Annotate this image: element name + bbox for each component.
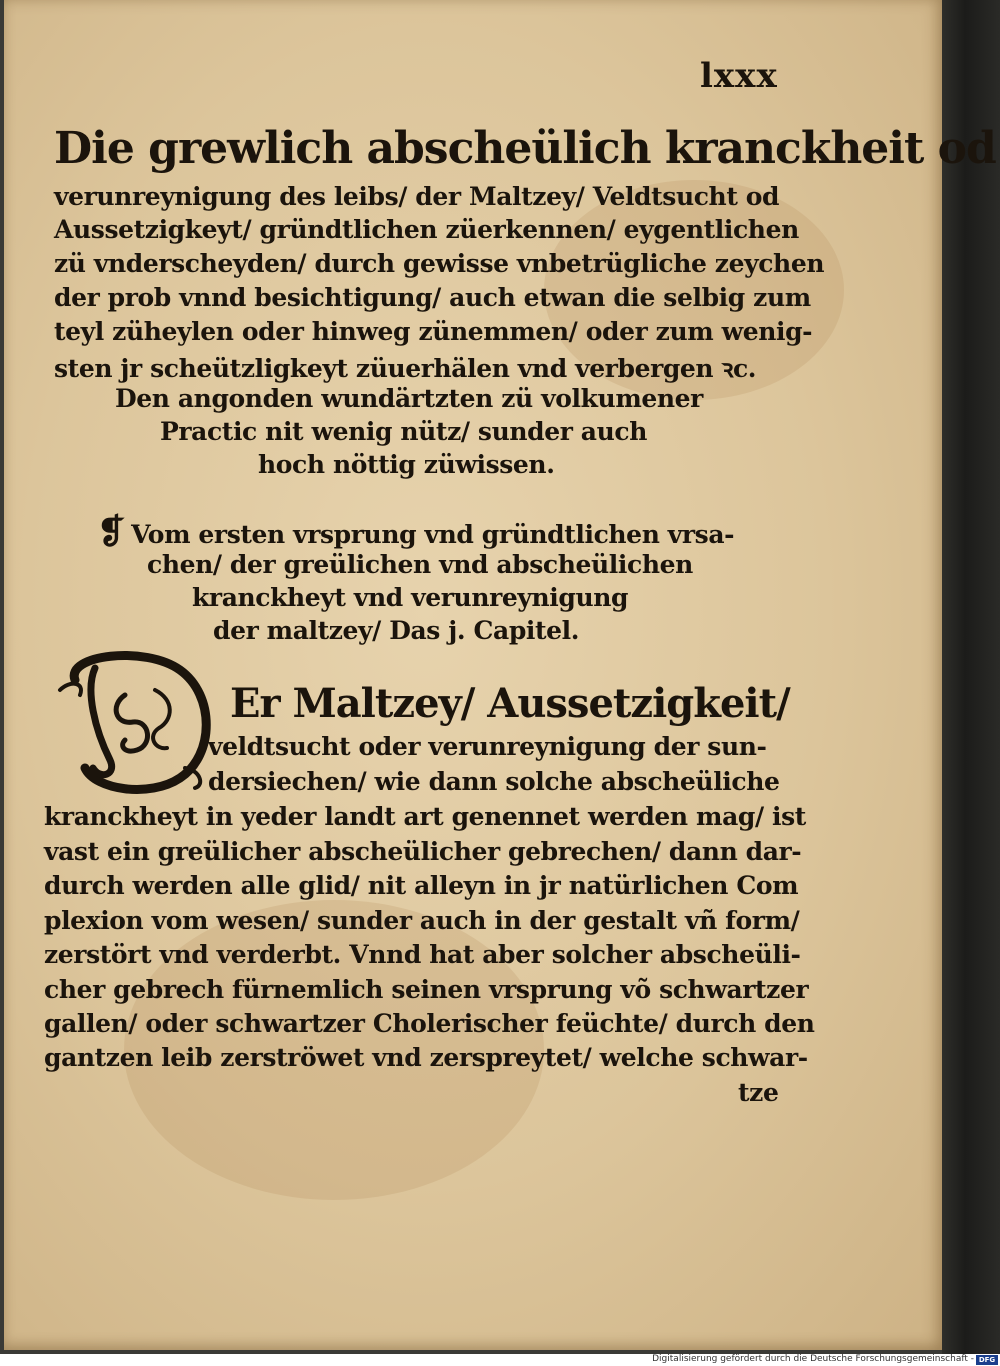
chapter-heading-line: chen/ der greülichen vnd abscheülichen [147, 550, 693, 579]
chapter-heading-line: kranckheyt vnd verunreynigung [192, 583, 629, 612]
folio-number: lxxx [700, 56, 778, 96]
title-line: Die grewlich abscheülich kranckheit od [54, 123, 996, 174]
catchword: tze [738, 1078, 779, 1107]
decorated-initial [55, 650, 215, 795]
chapter-heading-line [97, 512, 734, 552]
heading-line: Aussetzigkeyt/ gründtlichen züerkennen/ eygentlichen [54, 215, 799, 244]
body-line: veldtsucht oder verunreynigung der sun- [208, 732, 767, 761]
centered-line: Den angonden wundärtzten zü volkumener [115, 384, 703, 413]
body-line: vast ein greülicher abscheülicher gebrechen/ dann dar- [44, 837, 802, 866]
initial-flourish-icon [55, 650, 215, 795]
funding-notice: Digitalisierung gefördert durch die Deutsche Forschungsgemeinschaft - [652, 1354, 974, 1364]
heading-line: der prob vnnd besichtigung/ auch etwan die selbig zum [54, 283, 811, 312]
body-line: kranckheyt in yeder landt art genennet werden mag/ ist [44, 802, 806, 831]
footer-bar [0, 1354, 1000, 1366]
chapter-heading-text: Vom ersten vrsprung vnd gründtlichen vrsa- [131, 520, 735, 549]
body-line: gallen/ oder schwartzer Cholerischer feüchte/ durch den [44, 1009, 815, 1038]
book-gutter [942, 0, 1000, 1354]
body-line: gantzen leib zerströwet vnd zerspreytet/ welche schwar- [44, 1043, 808, 1072]
centered-line: Practic nit wenig nütz/ sunder auch [160, 417, 647, 446]
body-first-line: Er Maltzey/ Aussetzigkeit/ [230, 680, 790, 727]
body-line: cher gebrech fürnemlich seinen vrsprung võ schwartzer [44, 975, 809, 1004]
body-line: plexion vom wesen/ sunder auch in der gestalt vñ form/ [44, 906, 800, 935]
centered-line: hoch nöttig züwissen. [258, 450, 555, 479]
heading-line: verunreynigung des leibs/ der Maltzey/ Veldtsucht od [54, 182, 780, 211]
heading-line: zü vnderscheyden/ durch gewisse vnbetrügliche zeychen [54, 249, 825, 278]
heading-line: teyl züheylen oder hinweg zünemmen/ oder zum wenig- [54, 317, 813, 346]
pilcrow-icon: ❡ [97, 512, 126, 552]
dfg-logo: DFG [976, 1355, 998, 1365]
body-line: dersiechen/ wie dann solche abscheüliche [208, 767, 780, 796]
body-line: zerstört vnd verderbt. Vnnd hat aber solcher abscheüli- [44, 940, 801, 969]
body-line: durch werden alle glid/ nit alleyn in jr natürlichen Com [44, 871, 799, 900]
chapter-heading-line: der maltzey/ Das j. Capitel. [213, 616, 580, 645]
heading-line: sten jr scheützligkeyt züuerhälen vnd verbergen ꝛc. [54, 354, 757, 383]
